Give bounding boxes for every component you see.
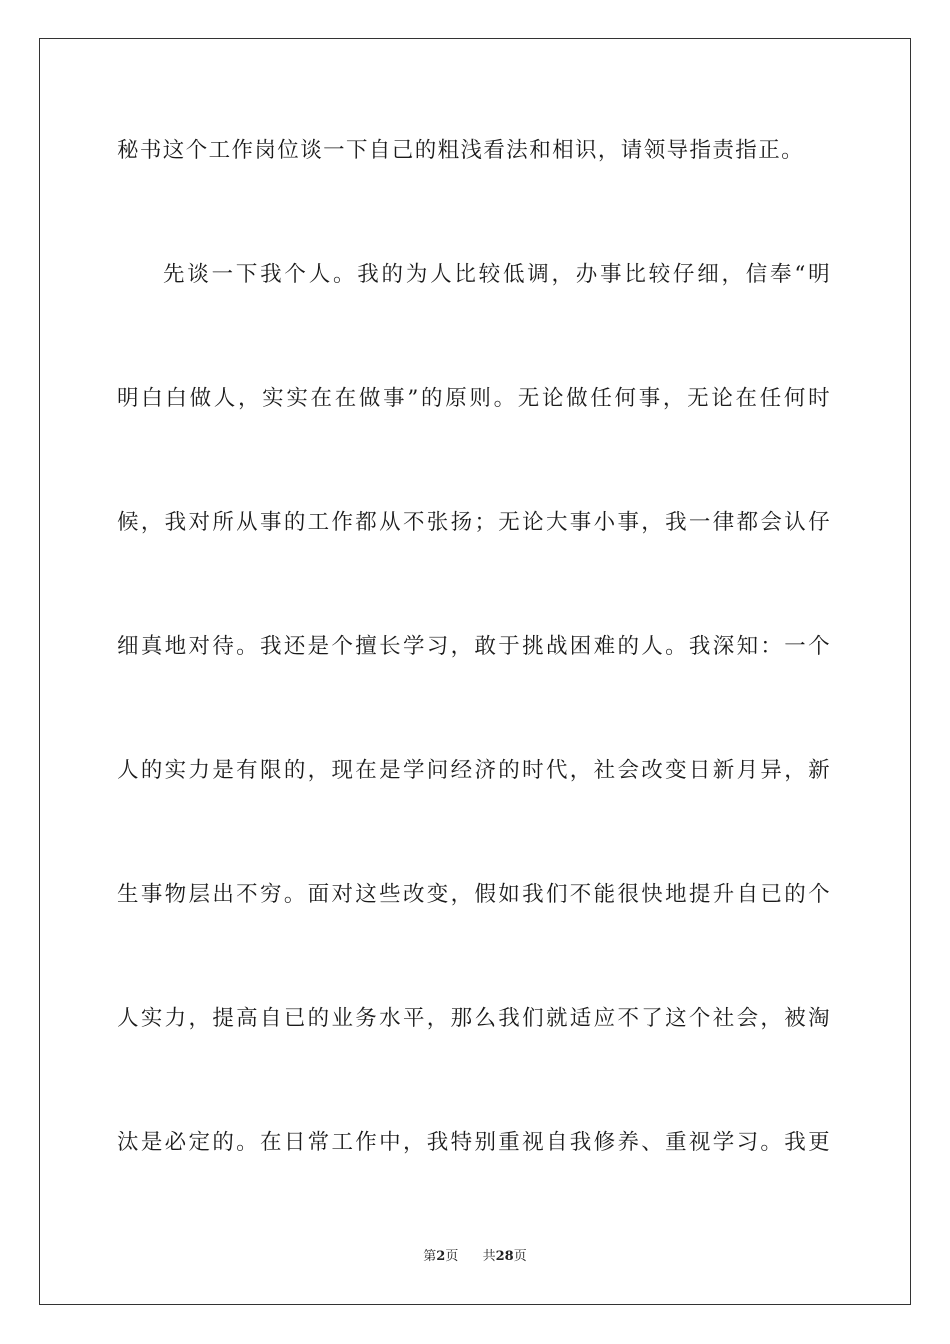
page-number: 2 bbox=[436, 1249, 446, 1264]
body-line-6: 人的实力是有限的，现在是学问经济的时代，社会改变日新月异，新 bbox=[117, 758, 831, 783]
body-line-2: 先谈一下我个人。我的为人比较低调，办事比较仔细，信奉“明 bbox=[163, 262, 831, 287]
page-footer bbox=[0, 1248, 950, 1266]
page-suffix: 页 bbox=[445, 1249, 459, 1264]
body-line-5: 细真地对待。我还是个擅长学习，敢于挑战困难的人。我深知：一个 bbox=[117, 634, 831, 659]
body-line-1: 秘书这个工作岗位谈一下自己的粗浅看法和相识，请领导指责指正。 bbox=[117, 138, 805, 163]
body-line-4: 候，我对所从事的工作都从不张扬；无论大事小事，我一律都会认仔 bbox=[117, 510, 831, 535]
body-line-3: 明白白做人，实实在在做事”的原则。无论做任何事，无论在任何时 bbox=[117, 386, 831, 411]
page-label bbox=[423, 1249, 462, 1264]
body-line-8: 人实力，提高自已的业务水平，那么我们就适应不了这个社会，被淘 bbox=[117, 1006, 831, 1031]
total-pages: 28 bbox=[495, 1249, 514, 1264]
total-suffix: 页 bbox=[513, 1249, 527, 1264]
body-line-9: 汰是必定的。在日常工作中，我特别重视自我修养、重视学习。我更 bbox=[117, 1130, 831, 1155]
total-label bbox=[483, 1249, 527, 1264]
page-prefix: 第 bbox=[423, 1249, 437, 1264]
page-border bbox=[39, 38, 911, 1305]
total-prefix: 共 bbox=[482, 1249, 496, 1264]
body-line-7: 生事物层出不穷。面对这些改变，假如我们不能很快地提升自已的个 bbox=[117, 882, 831, 907]
